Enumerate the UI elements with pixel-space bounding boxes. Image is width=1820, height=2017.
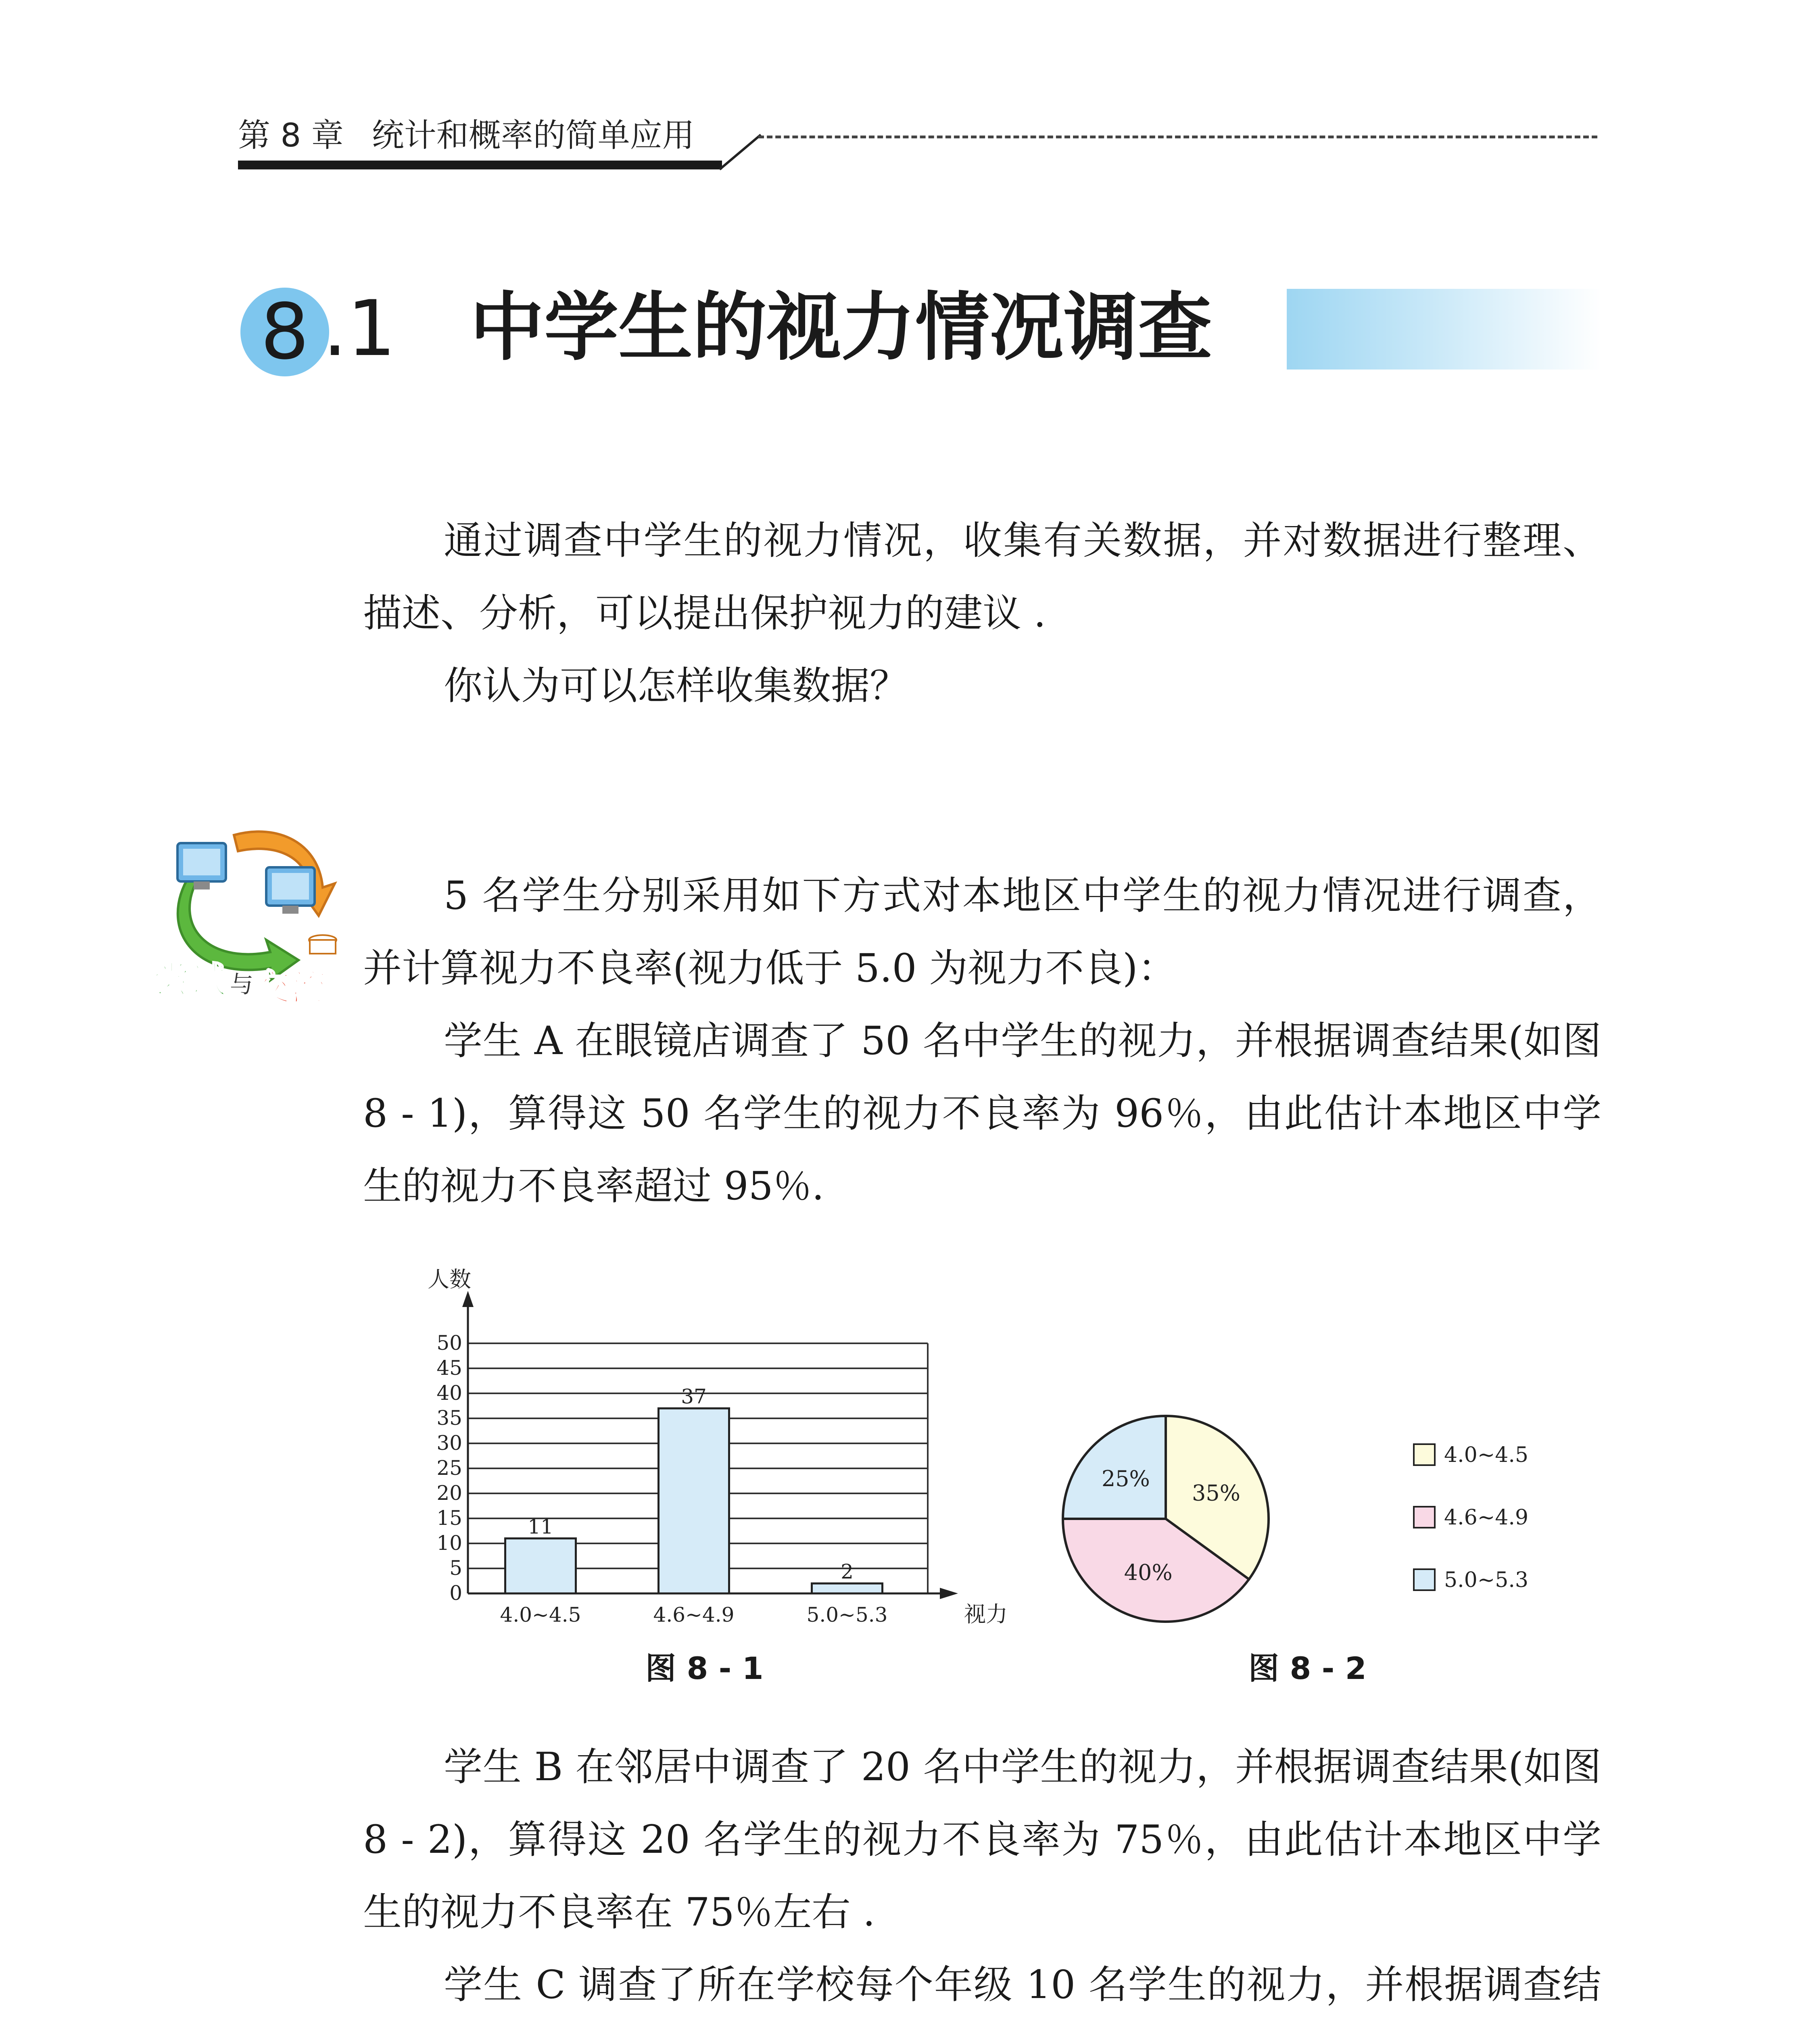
section-title-gradient-bar (1287, 289, 1601, 370)
y-tick-label: 45 (436, 1356, 462, 1380)
pie-slice-label: 25% (1101, 1466, 1150, 1491)
section-number-main: 8 (260, 287, 309, 376)
legend-swatch (1414, 1444, 1435, 1465)
legend-label: 4.6~4.9 (1444, 1505, 1528, 1530)
y-tick-label: 35 (436, 1406, 462, 1430)
x-tick-label: 4.0~4.5 (500, 1603, 581, 1627)
body-paragraph-student-c: 学生 C 调查了所在学校每个年级 10 名学生的视力，并根据调查结 (444, 1962, 1601, 2007)
chapter-header (238, 119, 695, 152)
header-underline (238, 161, 722, 169)
header-dashed-rule (758, 136, 1597, 138)
pie-chart-slices (1063, 1416, 1269, 1622)
y-tick-label: 10 (436, 1531, 462, 1555)
legend-label: 4.0~4.5 (1444, 1443, 1528, 1467)
figure-8-1-caption: 图 8 - 1 (645, 1650, 764, 1686)
x-tick-label: 5.0~5.3 (806, 1603, 888, 1627)
bar (659, 1408, 729, 1593)
y-tick-label: 0 (449, 1581, 462, 1605)
chapter-title: 统计和概率的简单应用 (372, 117, 695, 154)
legend-swatch (1414, 1507, 1435, 1528)
intro-paragraph-1: 通过调查中学生的视力情况，收集有关数据，并对数据进行整理、描述、分析，可以提出保护视力的建议 . (363, 518, 1601, 636)
figure-8-2-caption: 图 8 - 2 (1248, 1650, 1367, 1686)
y-tick-label: 20 (436, 1481, 462, 1505)
try-and-exchange-icon (149, 819, 359, 1008)
bar-value-label: 11 (528, 1515, 553, 1539)
and-label: 与 (230, 971, 254, 998)
bar-chart-bars (505, 1408, 883, 1593)
legend-label: 5.0~5.3 (1444, 1568, 1528, 1592)
y-axis-arrow (462, 1291, 474, 1307)
y-tick-label: 40 (436, 1381, 462, 1405)
body-paragraph-student-b: 学生 B 在邻居中调查了 20 名中学生的视力，并根据调查结果(如图 8 - 2)，算得这 20 名学生的视力不良率为 75％，由此估计本地区中学生的视力不良率在 75％左右 . (363, 1744, 1601, 1935)
y-tick-label: 30 (436, 1431, 462, 1455)
try-label: 尝试 (153, 959, 226, 1001)
x-axis-label: 视力 (964, 1601, 1008, 1627)
bar-chart-vision (415, 1267, 1008, 1642)
y-tick-label: 25 (436, 1456, 462, 1480)
y-tick-label: 50 (436, 1331, 462, 1355)
pie-chart-legend (1414, 1443, 1528, 1592)
bar-value-label: 2 (841, 1560, 854, 1584)
bar (505, 1539, 576, 1593)
try-paragraph-2: 学生 A 在眼镜店调查了 50 名中学生的视力，并根据调查结果(如图 8 - 1)，算得这 50 名学生的视力不良率为 96％，由此估计本地区中学生的视力不良率超过 95％. (363, 1018, 1601, 1209)
pie-slice-label: 35% (1192, 1480, 1240, 1506)
bar (812, 1583, 883, 1593)
y-tick-label: 15 (436, 1506, 462, 1530)
section-number-sub: .1 (323, 284, 396, 373)
section-title: 中学生的视力情况调查 (470, 284, 1213, 371)
x-axis-arrow (940, 1588, 958, 1599)
bar-value-label: 37 (681, 1385, 707, 1409)
pie-chart-vision (1057, 1408, 1601, 1634)
intro-paragraph-2: 你认为可以怎样收集数据？ (444, 663, 908, 708)
legend-swatch (1414, 1569, 1435, 1590)
y-axis-label: 人数 (428, 1267, 471, 1292)
header-divider-slash (718, 133, 762, 170)
y-tick-label: 5 (449, 1556, 462, 1580)
x-tick-label: 4.6~4.9 (653, 1603, 735, 1627)
try-paragraph-1: 5 名学生分别采用如下方式对本地区中学生的视力情况进行调查，并计算视力不良率(视力低于 5.0 为视力不良)： (363, 873, 1601, 991)
chapter-number: 第 8 章 (238, 117, 344, 154)
exchange-label: 交流 (254, 966, 327, 1008)
pie-slice-label: 40% (1124, 1560, 1173, 1585)
